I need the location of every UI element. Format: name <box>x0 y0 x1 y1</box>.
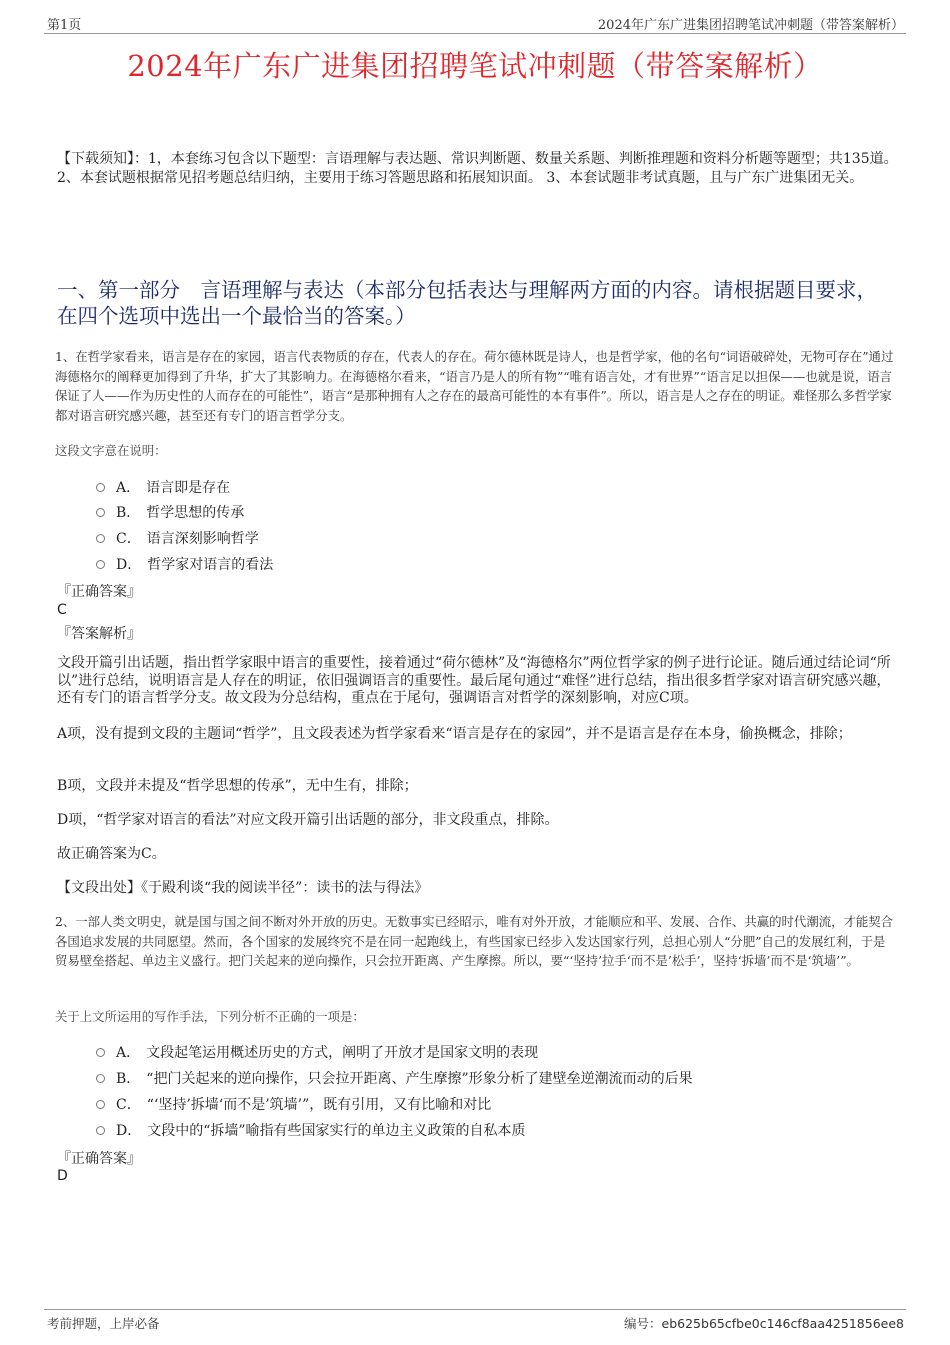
question-2-option-b[interactable]: B． “把门关起来的逆向操作，只会拉开距离、产生摩擦”形象分析了建壁垒逆潮流而动的后果 <box>96 1068 693 1088</box>
question-2-prompt: 关于上文所运用的写作手法，下列分析不正确的一项是： <box>55 1009 365 1024</box>
footer-code-value: eb625b65cfbe0c146cf8aa4251856ee8 <box>661 1316 904 1331</box>
question-2-answer-label: 『正确答案』 <box>57 1151 141 1167</box>
radio-icon[interactable] <box>96 508 105 517</box>
question-1-analysis-paragraph: 文段开篇引出话题，指出哲学家眼中语言的重要性，接着通过“荷尔德林”及“海德格尔”两位哲学家的例子进行论证。随后通过结论词“所以”进行总结，说明语言是人存在的明证，依旧强调语言的重要性。最后尾句通过“难怪”进行总结，指出很多哲学家对语言研究感兴趣，还有专门的语言哲学分支。故文段为分总结构，重点在于尾句，强调语言对哲学的深刻影响，对应C项。 <box>57 655 891 706</box>
question-1-analysis-option-a: A项，没有提到文段的主题词“哲学”，且文段表述为哲学家看来“语言是存在的家园”，并不是语言是存在本身，偷换概念，排除； <box>57 726 852 742</box>
section-heading: 一、第一部分 言语理解与表达（本部分包括表达与理解两方面的内容。请根据题目要求，在四个选项中选出一个最恰当的答案。） <box>57 278 877 328</box>
question-1-analysis-label: 『答案解析』 <box>57 626 141 642</box>
question-1-analysis-option-d: D项，“哲学家对语言的看法”对应文段开篇引出话题的部分，非文段重点，排除。 <box>57 812 559 828</box>
question-1-analysis-option-b: B项，文段并未提及“哲学思想的传承”，无中生有，排除； <box>57 778 418 794</box>
question-1-prompt: 这段文字意在说明： <box>55 443 167 458</box>
question-1-source: 【文段出处】《于殿利谈“我的阅读半径”：读书的法与得法》 <box>57 880 429 896</box>
question-1-passage: 1、在哲学家看来，语言是存在的家园，语言代表物质的存在，代表人的存在。荷尔德林既是诗人，也是哲学家，他的名句“词语破碎处，无物可存在”通过海德格尔的阐释更加得到了升华，扩大了其影响力。在海德格尔看来，“语言乃是人的所有物”“唯有语言处，才有世界”“语言足以担保——也就是说，语言保证了人——作为历史性的人而存在的可能性”，语言“是那种拥有人之存在的最高可能性的本有事件”。所以，语言是人之存在的明证。难怪那么多哲学家都对语言研究感兴趣，甚至还有专门的语言哲学分支。 <box>55 349 894 423</box>
page-title: 2024年广东广进集团招聘笔试冲刺题（带答案解析） <box>127 49 823 83</box>
footer-code-label: 编号： <box>624 1316 662 1331</box>
question-2-answer: D <box>57 1168 68 1184</box>
radio-icon[interactable] <box>96 483 105 492</box>
question-1-answer: C <box>57 602 67 618</box>
question-2-option-d[interactable]: D． 文段中的“拆墙”喻指有些国家实行的单边主义政策的自私本质 <box>96 1120 526 1140</box>
radio-icon[interactable] <box>96 534 105 543</box>
radio-icon[interactable] <box>96 1048 105 1057</box>
question-1-option-c[interactable]: C． 语言深刻影响哲学 <box>96 528 259 548</box>
question-2-option-c[interactable]: C． “‘坚持’拆墙‘而不是’筑墙’”，既有引用，又有比喻和对比 <box>96 1094 491 1114</box>
footer-divider <box>44 1309 906 1310</box>
question-2-passage: 2、一部人类文明史，就是国与国之间不断对外开放的历史。无数事实已经昭示，唯有对外开放，才能顺应和平、发展、合作、共赢的时代潮流，才能契合各国追求发展的共同愿望。然而，各个国家的发展终究不是在同一起跑线上，有些国家已经步入发达国家行列，总担心别人“分肥”自己的发展红利，于是贸易壁垒搭起、单边主义盛行。把门关起来的逆向操作，只会拉开距离、产生摩擦。所以，要“‘坚持’拉手‘而不是’松手’，坚持‘拆墙’而不是‘筑墙’”。 <box>55 914 894 968</box>
radio-icon[interactable] <box>96 1126 105 1135</box>
footer-code <box>624 1314 904 1332</box>
header-doc-title: 2024年广东广进集团招聘笔试冲刺题（带答案解析） <box>597 18 904 33</box>
question-1-option-a[interactable]: A． 语言即是存在 <box>96 477 230 497</box>
radio-icon[interactable] <box>96 560 105 569</box>
footer-slogan: 考前押题，上岸必备 <box>47 1316 160 1331</box>
question-1-option-b[interactable]: B． 哲学思想的传承 <box>96 502 244 522</box>
question-1-answer-label: 『正确答案』 <box>57 584 141 600</box>
radio-icon[interactable] <box>96 1100 105 1109</box>
download-notice: 【下载须知】：1，本套练习包含以下题型：言语理解与表达题、常识判断题、数量关系题、判断推理题和资料分析题等题型；共135道。 2、本套试题根据常见招考题总结归纳，主要用于练习答题思路和拓展知识面。 3、本套试题非考试真题，且与广东广进集团无关。 <box>57 151 898 186</box>
question-1-option-d[interactable]: D． 哲学家对语言的看法 <box>96 554 273 574</box>
header-page-number: 第1页 <box>47 18 82 33</box>
question-1-conclusion: 故正确答案为C。 <box>57 846 166 862</box>
question-2-option-a[interactable]: A． 文段起笔运用概述历史的方式，阐明了开放才是国家文明的表现 <box>96 1042 538 1062</box>
radio-icon[interactable] <box>96 1074 105 1083</box>
header-divider <box>44 33 906 34</box>
